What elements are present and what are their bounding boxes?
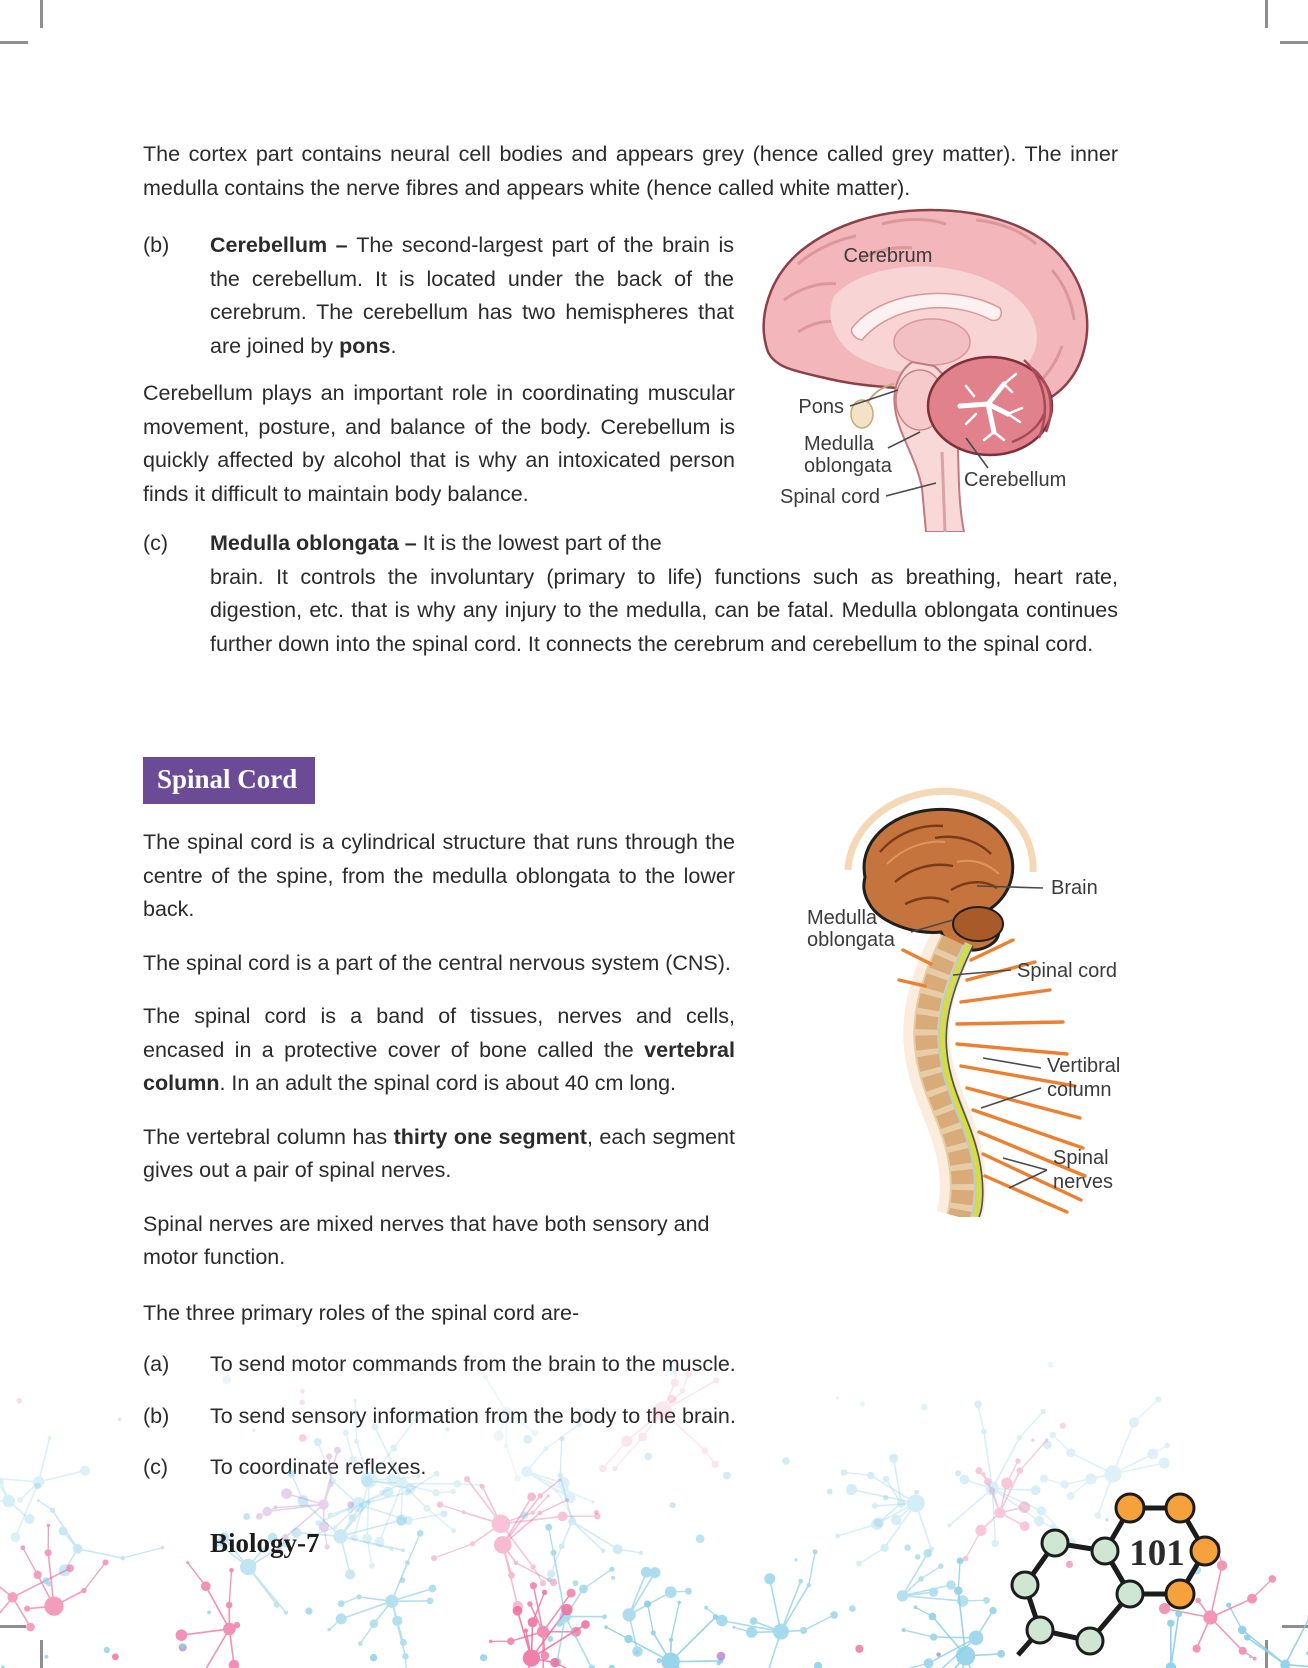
crop-mark-top-right-h [1280,41,1308,44]
item-cerebellum-tail: . [390,333,397,358]
label-brain: Brain [1051,877,1098,899]
spinal-paragraph-5: Spinal nerves are mixed nerves that have both sensory and motor function. [143,1211,710,1269]
item-medulla [143,527,1118,561]
page-number: 101 [1129,1533,1185,1574]
item-label: (b) [143,233,170,257]
item-label: (c) [143,531,169,555]
role-text: To coordinate reflexes. [210,1455,427,1479]
roles-intro: The three primary roles of the spinal cord are- [143,1300,580,1325]
crop-mark-top-right-v [1265,0,1268,28]
label-spinal-cord: Spinal cord [1017,960,1118,982]
p4-seg1: The vertebral column has [143,1124,394,1149]
book-title: Biology-7 [210,1528,320,1558]
item-medulla-line1: It is the lowest part of the [422,531,662,555]
brain-diagram [740,200,1125,532]
p3-bold: vertebral column [143,1037,735,1095]
thalamus-shape [894,319,970,365]
label-medulla-1: Medulla [804,433,875,455]
spinal-paragraph-2: The spinal cord is a part of the central nervous system (CNS). [143,950,731,975]
p4-seg2: , each segment gives out a pair of spinal nerves. [143,1124,735,1182]
role-text: To send sensory information from the body to the brain. [210,1403,736,1428]
spinal-paragraph-1: The spinal cord is a cylindrical structure that runs through the centre of the spine, from the medulla oblongata to the lower back. [143,830,735,921]
label-medulla-2: oblongata [807,929,895,951]
cerebellum-paragraph: Cerebellum plays an important role in coordinating muscular movement, posture, and balance of the body. Cerebellum is quickly affected by alcohol that is why an intoxicated person finds it difficult to maintain body balance. [143,381,735,506]
label-cerebrum: Cerebrum [843,245,933,267]
p3-seg1: The spinal cord is a band of tissues, nerves and cells, encased in a protective cover of bone called the [143,1004,735,1062]
term-medulla: Medulla oblongata – [210,531,423,555]
p3-seg2: . In an adult the spinal cord is about 40 cm long. [219,1071,677,1095]
term-pons: pons [339,333,391,358]
label-spinal-nerves-2: nerves [1053,1171,1114,1193]
item-medulla-firstline [210,527,662,561]
vertibral-pointer-line-1 [983,1058,1041,1068]
role-text: To send motor commands from the brain to the muscle. [210,1352,736,1376]
label-spinal-cord: Spinal cord [780,486,881,508]
label-vertibral-1: Vertibral [1047,1055,1121,1077]
label-pons: Pons [798,396,844,418]
role-label: (a) [143,1352,170,1376]
spine-diagram [745,772,1185,1217]
label-medulla-1: Medulla [807,907,878,929]
role-label: (b) [143,1403,170,1428]
label-vertibral-2: column [1047,1079,1112,1101]
crop-mark-top-left-v [40,0,43,28]
pons-pointer-line [850,390,898,406]
term-cerebellum: Cerebellum – [210,233,357,257]
spinal-paragraph-4 [143,1121,735,1188]
role-label: (c) [143,1455,169,1479]
label-spinal-nerves-1: Spinal [1053,1147,1109,1169]
page-number-badge [1005,1455,1235,1667]
spinal-paragraph-3 [143,1000,735,1101]
item-cerebellum-body: The second-largest part of the brain is the cerebellum. It is located under the back of the cerebrum. The cerebellum has two hemispheres that are joined by [210,233,735,358]
crop-mark-top-left-h [0,41,28,44]
intro-paragraph: The cortex part contains neural cell bodies and appears grey (hence called grey matter). The inner medulla contains the nerve fibres and appears white (hence called white matter). [143,142,1118,200]
item-cerebellum-text [210,229,734,363]
cerebellum-small-shape [953,907,1003,941]
label-medulla-2: oblongata [804,455,892,477]
label-cerebellum: Cerebellum [964,469,1067,491]
p4-bold: thirty one segment [393,1124,587,1149]
section-heading: Spinal Cord [143,757,315,804]
medulla-paragraph: brain. It controls the involuntary (primary to life) functions such as breathing, heart rate, digestion, etc. that is why any injury to the medulla, can be fatal. Medulla oblongata continues further down into the spinal cord. It connects the cerebrum and cerebellum to the spinal cord. [210,564,1118,656]
